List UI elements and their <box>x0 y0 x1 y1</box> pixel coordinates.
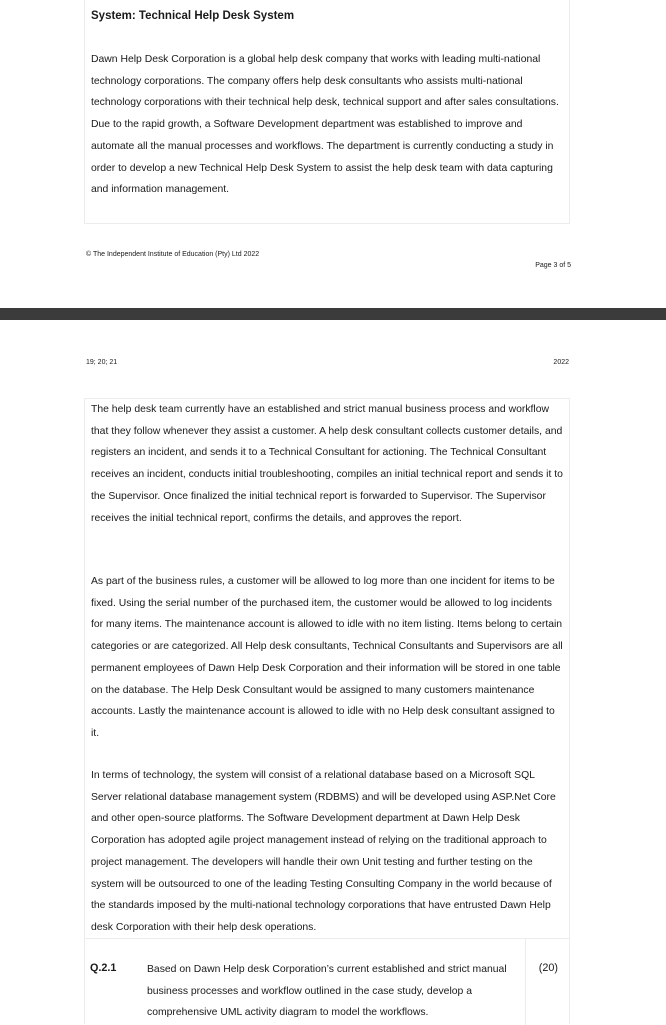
intro-paragraph: Dawn Help Desk Corporation is a global help desk company that works with leading multi-national technology corporations. The company offers help desk consultants who assists multi-national technology corporations with their technical help desk, technical support and after sales consultations. Due to the rapid growth, a Software Development department was established to improve and automate all the manual processes and workflows. The department is currently conducting a study in order to develop a new Technical Help Desk System to assist the help desk team with data capturing and information management. <box>91 54 559 196</box>
question-number: Q.2.1 <box>90 962 117 974</box>
system-title: System: Technical Help Desk System <box>91 10 295 22</box>
document-page-bottom <box>0 320 666 1024</box>
header-codes: 19; 20; 21 <box>86 359 118 366</box>
question-row <box>84 938 570 1024</box>
document-page-top <box>0 0 666 308</box>
business-process-paragraph: The help desk team currently have an established and strict manual business process and workflow that they follow whenever they assist a customer. A help desk consultant collects customer details, and registers an incident, and sends it to a Technical Consultant for actioning. The Technical Consultant receives an incident, conducts initial troubleshooting, compiles an initial technical report and sends it to the Supervisor. Once finalized the initial technical report is forwarded to Supervisor. The Supervisor receives the initial technical report, confirms the details, and approves the report. <box>91 404 563 524</box>
footer-copyright: © The Independent Institute of Education (Pty) Ltd 2022 <box>86 251 260 258</box>
case-study-box <box>84 0 570 224</box>
question-text: Based on Dawn Help desk Corporation’s current established and strict manual business processes and workflow outlined in the case study, develop a comprehensive UML activity diagram to model the workflows. <box>147 964 507 1018</box>
header-year: 2022 <box>553 359 569 366</box>
question-marks: (20) <box>538 962 558 974</box>
case-study-box-continued <box>84 398 570 1024</box>
question-marks-divider <box>525 939 526 1025</box>
technology-paragraph: In terms of technology, the system will consist of a relational database based on a Microsoft SQL Server relational database management system (RDBMS) and will be developed using ASP.Net Core and other open-source platforms. The Software Development department at Dawn Help Desk Corporation has adopted agile project management instead of relying on the traditional approach to project management. The developers will handle their own Unit testing and further testing on the system will be outsourced to one of the leading Testing Consulting Company in the world because of the standards imposed by the multi-national technology corporations that have entrusted Dawn Help desk Corporation with their help desk operations. <box>91 770 556 933</box>
footer-page-number: Page 3 of 5 <box>535 262 571 269</box>
business-rules-paragraph: As part of the business rules, a customer will be allowed to log more than one incident for items to be fixed. Using the serial number of the purchased item, the customer would be allowed to log incidents for many items. The maintenance account is allowed to idle with no item listing. Items belong to certain categories or are categorized. All Help desk consultants, Technical Consultants and Supervisors are all permanent employees of Dawn Help Desk Corporation and their information will be stored in one table on the database. The Help Desk Consultant would be assigned to many customers maintenance accounts. Lastly the maintenance account is allowed to idle with no Help desk consultant assigned to it. <box>91 576 563 739</box>
page-separator <box>0 308 666 320</box>
